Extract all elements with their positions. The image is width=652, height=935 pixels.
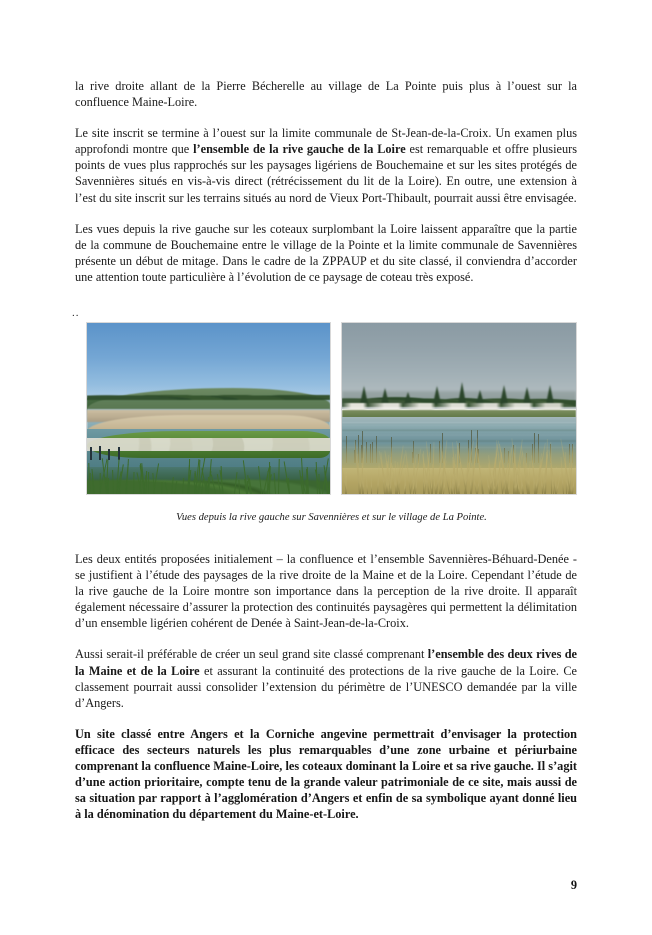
text-run: Le site inscrit se termine à l’ouest sur la limite communale de St-Jean-de-la-Croix. Un examen plus approfondi montre que — [75, 126, 577, 157]
conifer-tree — [546, 385, 554, 404]
figure-block — [86, 322, 577, 524]
grass-blade — [174, 481, 177, 494]
grass-blade — [234, 472, 238, 494]
grass-blade — [133, 472, 135, 494]
reed-blade — [363, 468, 365, 494]
page-content-lower — [75, 551, 577, 822]
paragraph-4: Les deux entités proposées initialement – la confluence et l’ensemble Savennières-Béhuard-Denée - se justifient à l’étude des paysages de la rive droite de la Maine et de la Loire. Cependant l’étude de la rive gauche de la Loire montre son importance dans la perception de la rive droite. Il apparaît également nécessaire d’assurer la protection des continuités paysagères qui permettent la délimitation d’un ensemble ligérien cohérent de Denée à Saint-Jean-de-la-Croix. — [75, 552, 577, 631]
grass-blade — [165, 482, 168, 494]
grass-blade — [220, 466, 222, 494]
page-number: 9 — [570, 878, 577, 892]
conifer-tree — [433, 386, 441, 404]
paragraph-2 — [75, 125, 577, 205]
grass-blade — [161, 482, 163, 494]
reed-blade — [560, 457, 563, 494]
photo-foreground-reeds-layer — [342, 443, 576, 494]
photo-right-trees-layer — [87, 385, 330, 400]
grass-blade — [305, 480, 307, 494]
paragraph-6-conclusion: Un site classé entre Angers et la Corniche angevine permettrait d’envisager la protection efficace des secteurs naturels les plus remarquables d’une zone urbaine et périurbaine comprenant la confluence Maine-Loire, les coteaux dominant la Loire et sa rive gauche. Il s’agit d’une action prioritaire, compte tenu de la grande valeur patrimoniale de ce site, mais aussi de sa situation par rapport à l’agglomération d’Angers et enfin de sa symbolique ayant donné lieu à la dénomination du département du Maine-et-Loire. — [75, 726, 577, 822]
reed-blade — [371, 468, 372, 494]
grass-blade — [182, 478, 184, 494]
page-content — [75, 78, 577, 285]
grass-blade — [113, 470, 115, 494]
conifer-tree — [381, 388, 389, 404]
figure-caption: Vues depuis la rive gauche sur Savennières et sur le village de La Pointe. — [176, 512, 487, 523]
text-run: Aussi serait-il préférable de créer un seul grand site classé comprenant — [75, 647, 428, 662]
bold-phrase-rive-gauche: l’ensemble de la rive gauche de la Loire — [193, 142, 406, 157]
grass-blade — [211, 475, 216, 494]
conifer-tree — [360, 386, 368, 404]
text-run: est remarquable et offre plusieurs points de vues plus rapprochés sur les paysages ligériens de Bouchemaine et sur les sites protégés de Savennières situés en vis-à-vis direct (rétrécissement du lit de la Loire). En outre, une extension à l’est du site inscrit sur les terrains situés au nord de Vieux Port-Thibault, pourrait aussi être envisagée. — [75, 142, 577, 205]
photo-foreground-grass-layer — [87, 456, 330, 494]
reed-blade — [365, 469, 368, 494]
paragraph-5 — [75, 646, 577, 710]
grass-blade — [249, 478, 252, 494]
grass-blade — [201, 479, 204, 494]
paragraph-1: la rive droite allant de la Pierre Bécherelle au village de La Pointe puis plus à l’ouest sur la confluence Maine-Loire. — [75, 79, 577, 110]
grass-blade — [126, 459, 129, 495]
reed-blade — [572, 466, 576, 494]
photo-village-la-pointe — [341, 322, 577, 495]
grass-blade — [148, 472, 149, 494]
photo-treeline-layer — [342, 376, 576, 407]
grass-blade — [278, 459, 280, 494]
grass-blade — [99, 473, 100, 494]
conifer-tree — [500, 385, 508, 404]
photo-loire-sandbank — [86, 322, 331, 495]
grass-blade — [238, 480, 240, 494]
text-run: et assurant la continuité des protections de la rive gauche de la Loire. Ce classement pourrait aussi consolider l’extension du périmètre de l’UNESCO demandée par la ville d’Angers. — [75, 663, 577, 710]
bold-phrase-deux-rives: l’ensemble des deux rives de la Maine et de la Loire — [75, 647, 577, 678]
stray-dot-artifact: .. — [72, 307, 80, 319]
figure-photo-row — [86, 322, 577, 495]
conifer-tree — [476, 390, 484, 404]
conifer-tree — [458, 382, 466, 404]
conifer-tree — [523, 387, 531, 404]
grass-blade — [288, 478, 290, 494]
grass-blade — [273, 473, 275, 494]
grass-blade — [171, 477, 174, 494]
paragraph-3: Les vues depuis la rive gauche sur les coteaux surplombant la Loire laissent apparaître que la partie de la commune de Bouchemaine entre le village de la Pointe et la limite communale de Savennières présente un début de mitage. Dans le cadre de la ZPPAUP et du site classé, il conviendra d’accorder une attention toute particulière à l’évolution de ce paysage de coteau très exposé. — [75, 221, 577, 284]
grass-blade — [258, 466, 262, 494]
